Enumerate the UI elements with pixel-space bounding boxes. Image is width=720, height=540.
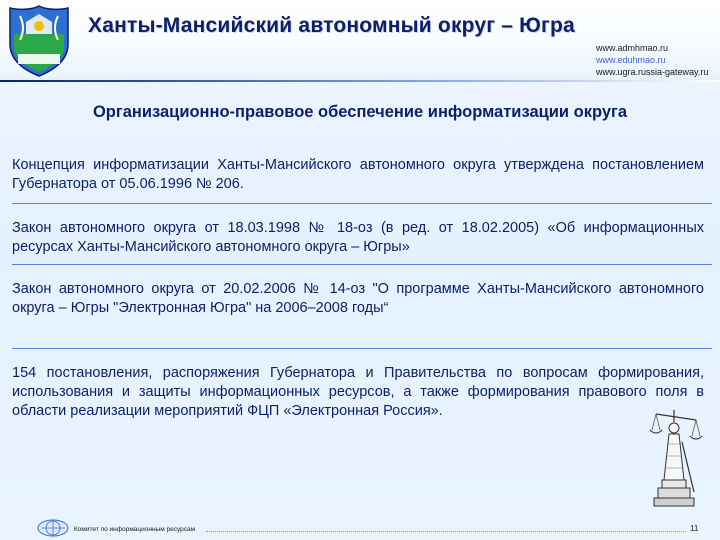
slide-heading: Организационно-правовое обеспечение информатизации округа xyxy=(92,103,628,121)
paragraph-concept: Концепция информатизации Ханты-Мансийского автономного округа утверждена постановлением Губернатора от 05.06.1996 № 206. xyxy=(12,157,704,192)
page-title: Ханты-Мансийский автономный округ – Югра xyxy=(88,14,575,37)
footer-committee: Комитет по информационным ресурсам xyxy=(74,526,196,533)
link-admhmao[interactable]: www.admhmao.ru xyxy=(596,43,669,53)
link-eduhmao[interactable]: www.eduhmao.ru xyxy=(596,55,666,65)
header-divider xyxy=(0,80,720,82)
page-number: 11 xyxy=(690,524,699,533)
committee-logo-icon xyxy=(36,518,70,538)
separator xyxy=(12,348,712,349)
paragraph-law-1998: Закон автономного округа от 18.03.1998 № 18-оз (в ред. от 18.02.2005) «Об информационных ресурсах Ханты-Мансийского автономного округа – Югры» xyxy=(12,220,704,255)
header xyxy=(0,0,720,80)
header-links xyxy=(596,42,720,78)
footer-divider xyxy=(206,531,686,532)
justice-statue-icon xyxy=(644,400,704,520)
paragraph-resolutions: 154 постановления, распоряжения Губернатора и Правительства по вопросам формирования, использования и защиты информационных ресурсов, а также формирования правового поля в области реализации мероприятий ФЦП «Электронная Россия». xyxy=(12,365,704,419)
separator xyxy=(12,203,712,204)
link-ugra-gateway[interactable]: www.ugra.russia-gateway.ru xyxy=(596,67,709,77)
coat-of-arms-icon xyxy=(6,4,72,78)
paragraph-law-2006: Закон автономного округа от 20.02.2006 № 14-оз "О программе Ханты-Мансийского автономного округа – Югры "Электронная Югра" на 2006–2008 годы“ xyxy=(12,281,704,316)
separator xyxy=(12,264,712,265)
